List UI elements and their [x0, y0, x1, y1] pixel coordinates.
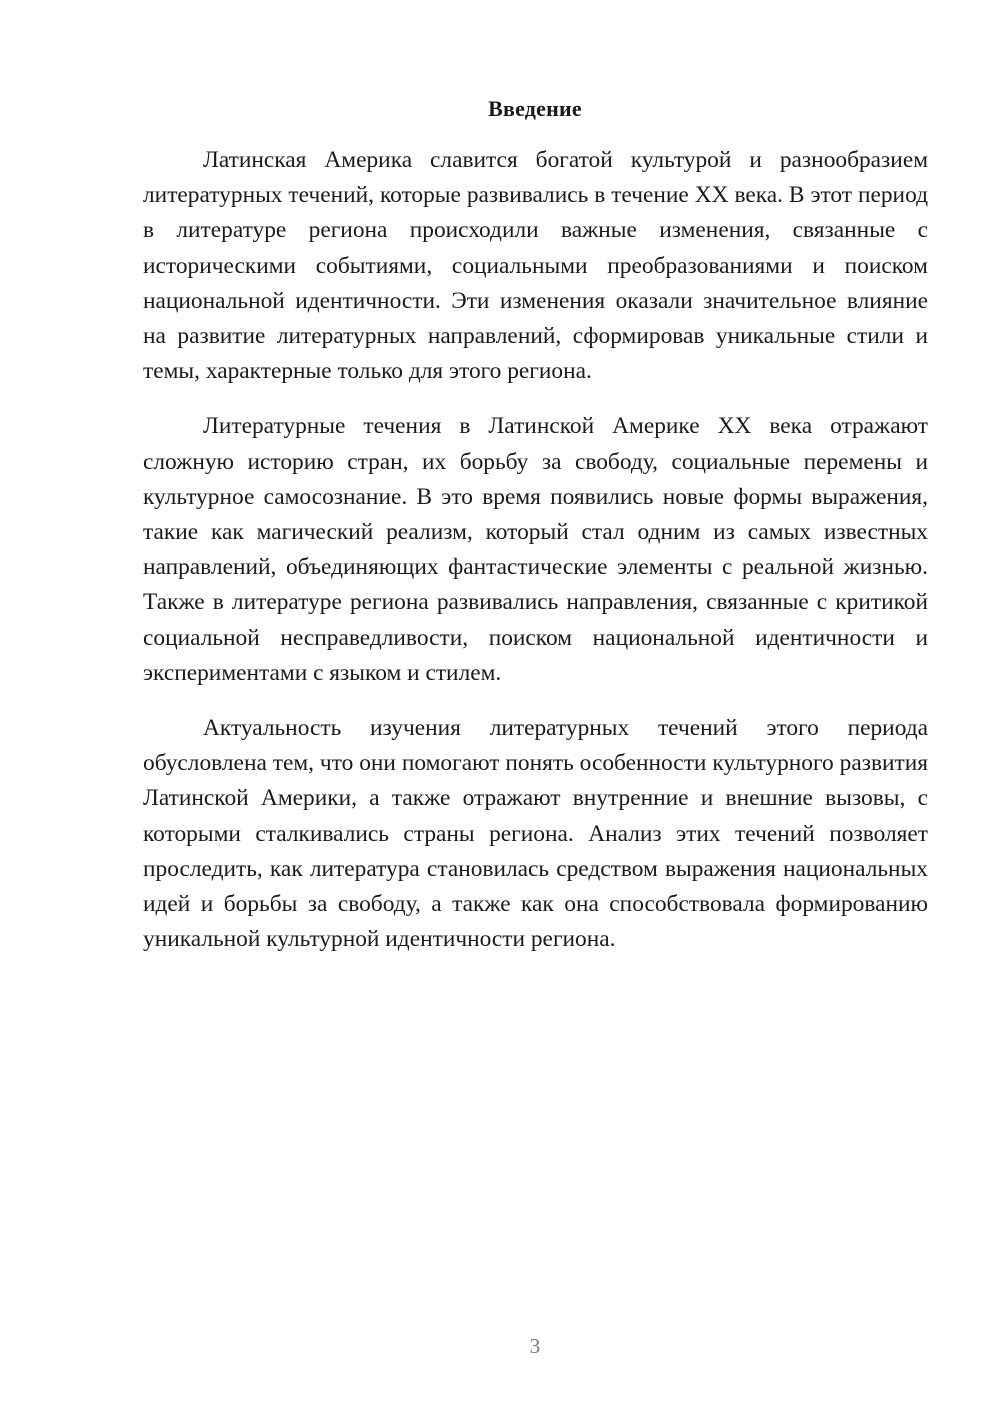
section-title: Введение — [488, 96, 582, 121]
paragraph-3: Актуальность изучения литературных течений этого периода обусловлена тем, что они помогают понять особенности культурного развития Латинской Америки, а также отражают внутренние и внешние вызовы, с которыми сталкивались страны региона. Анализ этих течений позволяет проследить, как литература становилась средством выражения национальных идей и борьбы за свободу, а также как она способствовала формированию уникальной культурной идентичности региона. — [143, 715, 928, 953]
paragraph-2: Литературные течения в Латинской Америке XX века отражают сложную историю стран, их борьбу за свободу, социальные перемены и культурное самосознание. В это время появились новые формы выражения, такие как магический реализм, который стал одним из самых известных направлений, объединяющих фантастические элементы с реальной жизнью. Также в литературе региона развивались направления, связанные с критикой социальной несправедливости, поиском национальной идентичности и экспериментами с языком и стилем. — [143, 413, 928, 686]
page-number: 3 — [529, 1334, 541, 1358]
body-text — [143, 143, 928, 977]
paragraph-1: Латинская Америка славится богатой культурой и разнообразием литературных течений, которые развивались в течение XX века. В этот период в литературе региона происходили важные изменения, связанные с историческими событиями, социальными преобразованиями и поиском национальной идентичности. Эти изменения оказали значительное влияние на развитие литературных направлений, сформировав уникальные стили и темы, характерные только для этого региона. — [143, 147, 928, 385]
